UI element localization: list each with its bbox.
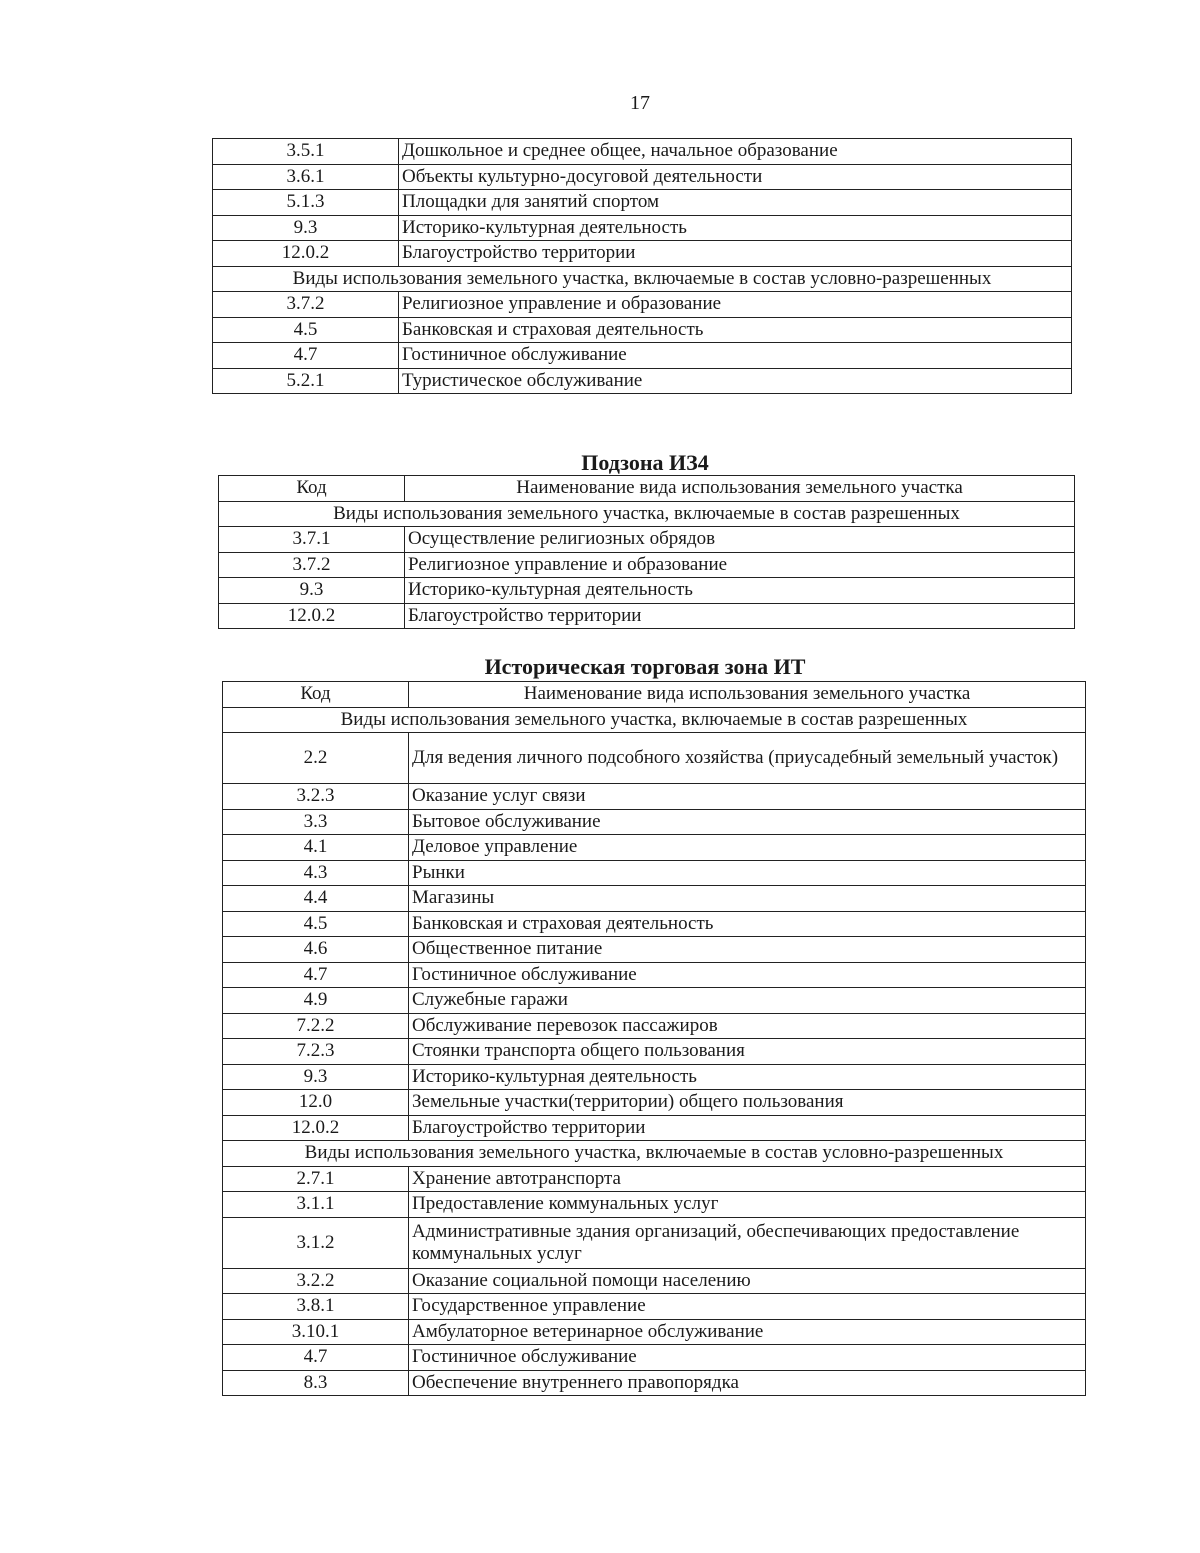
use-name: Служебные гаражи (409, 988, 1086, 1014)
use-name: Бытовое обслуживание (409, 809, 1086, 835)
table-row (213, 164, 1072, 190)
use-name: Государственное управление (409, 1294, 1086, 1320)
use-code: 9.3 (223, 1064, 409, 1090)
table-row (213, 139, 1072, 165)
subzone-iz4-title: Подзона ИЗ4 (581, 450, 709, 475)
use-code: 12.0 (223, 1090, 409, 1116)
use-code: 3.8.1 (223, 1294, 409, 1320)
use-name: Религиозное управление и образование (405, 552, 1075, 578)
page-number: 17 (630, 92, 650, 114)
table-row (223, 911, 1086, 937)
use-code: 12.0.2 (219, 603, 405, 629)
use-code: 9.3 (213, 215, 399, 241)
table-row (223, 784, 1086, 810)
use-code: 3.7.2 (213, 292, 399, 318)
use-code: 7.2.2 (223, 1013, 409, 1039)
use-name: Магазины (409, 886, 1086, 912)
use-name: Обслуживание перевозок пассажиров (409, 1013, 1086, 1039)
subzone-iz4-table (218, 475, 1075, 629)
use-code: 3.5.1 (213, 139, 399, 165)
section-row (219, 501, 1075, 527)
use-code: 4.1 (223, 835, 409, 861)
table-row (223, 962, 1086, 988)
use-code: 4.5 (223, 911, 409, 937)
use-code: 5.1.3 (213, 190, 399, 216)
section-label: Виды использования земельного участка, включаемые в состав разрешенных (219, 501, 1075, 527)
use-name: Благоустройство территории (399, 241, 1072, 267)
use-code: 3.6.1 (213, 164, 399, 190)
use-name: Площадки для занятий спортом (399, 190, 1072, 216)
table-row (223, 733, 1086, 784)
table-row (223, 1090, 1086, 1116)
table-row (223, 1370, 1086, 1396)
table-header-row (223, 682, 1086, 708)
section-label: Виды использования земельного участка, включаемые в состав условно-разрешенных (213, 266, 1072, 292)
use-code: 2.2 (223, 733, 409, 784)
use-code: 4.9 (223, 988, 409, 1014)
use-name: Историко-культурная деятельность (405, 578, 1075, 604)
use-code: 4.7 (213, 343, 399, 369)
use-code: 3.7.2 (219, 552, 405, 578)
use-code: 2.7.1 (223, 1166, 409, 1192)
use-name: Дошкольное и среднее общее, начальное образование (399, 139, 1072, 165)
use-name: Банковская и страховая деятельность (399, 317, 1072, 343)
table-row (223, 1192, 1086, 1218)
use-code: 4.3 (223, 860, 409, 886)
table-row (223, 937, 1086, 963)
table-row (223, 886, 1086, 912)
table-row (223, 1345, 1086, 1371)
use-name: Административные здания организаций, обеспечивающих предоставление коммунальных услуг (409, 1217, 1086, 1268)
use-code: 3.7.1 (219, 527, 405, 553)
table-row (223, 1013, 1086, 1039)
header-name: Наименование вида использования земельного участка (409, 682, 1086, 708)
table-row (223, 809, 1086, 835)
header-code: Код (223, 682, 409, 708)
table-row (223, 1294, 1086, 1320)
table-row (223, 1064, 1086, 1090)
use-name: Деловое управление (409, 835, 1086, 861)
use-name: Гостиничное обслуживание (399, 343, 1072, 369)
table-row (223, 1319, 1086, 1345)
table-row (223, 835, 1086, 861)
use-code: 3.2.2 (223, 1268, 409, 1294)
table-row (223, 1166, 1086, 1192)
use-code: 4.6 (223, 937, 409, 963)
table-row (219, 552, 1075, 578)
historic-trade-zone-table (222, 681, 1086, 1396)
table-row (223, 1217, 1086, 1268)
use-code: 9.3 (219, 578, 405, 604)
table-row (223, 1268, 1086, 1294)
table-row (213, 317, 1072, 343)
use-code: 3.1.1 (223, 1192, 409, 1218)
table-row (223, 1115, 1086, 1141)
section-row (223, 707, 1086, 733)
use-code: 3.2.3 (223, 784, 409, 810)
use-code: 3.1.2 (223, 1217, 409, 1268)
use-code: 3.10.1 (223, 1319, 409, 1345)
table-row (213, 190, 1072, 216)
use-code: 8.3 (223, 1370, 409, 1396)
use-name: Благоустройство территории (409, 1115, 1086, 1141)
table-header-row (219, 476, 1075, 502)
use-code: 7.2.3 (223, 1039, 409, 1065)
section-label: Виды использования земельного участка, включаемые в состав условно-разрешенных (223, 1141, 1086, 1167)
use-name: Историко-культурная деятельность (409, 1064, 1086, 1090)
header-code: Код (219, 476, 405, 502)
use-name: Предоставление коммунальных услуг (409, 1192, 1086, 1218)
land-use-table-continued (212, 138, 1072, 394)
table-row (213, 343, 1072, 369)
header-name: Наименование вида использования земельного участка (405, 476, 1075, 502)
use-name: Для ведения личного подсобного хозяйства (приусадебный земельный участок) (409, 733, 1086, 784)
use-code: 12.0.2 (213, 241, 399, 267)
use-code: 3.3 (223, 809, 409, 835)
table-row (213, 215, 1072, 241)
use-name: Осуществление религиозных обрядов (405, 527, 1075, 553)
use-name: Туристическое обслуживание (399, 368, 1072, 394)
table-row (213, 241, 1072, 267)
use-name: Гостиничное обслуживание (409, 962, 1086, 988)
use-name: Земельные участки(территории) общего пользования (409, 1090, 1086, 1116)
use-name: Обеспечение внутреннего правопорядка (409, 1370, 1086, 1396)
use-name: Банковская и страховая деятельность (409, 911, 1086, 937)
use-code: 4.4 (223, 886, 409, 912)
section-label: Виды использования земельного участка, включаемые в состав разрешенных (223, 707, 1086, 733)
use-code: 12.0.2 (223, 1115, 409, 1141)
use-code: 4.7 (223, 1345, 409, 1371)
use-code: 4.7 (223, 962, 409, 988)
use-name: Хранение автотранспорта (409, 1166, 1086, 1192)
table-row (213, 368, 1072, 394)
historic-trade-zone-title: Историческая торговая зона ИТ (484, 654, 806, 679)
use-name: Оказание социальной помощи населению (409, 1268, 1086, 1294)
section-row (213, 266, 1072, 292)
table-row (219, 603, 1075, 629)
use-name: Общественное питание (409, 937, 1086, 963)
table-row (223, 988, 1086, 1014)
use-code: 4.5 (213, 317, 399, 343)
use-name: Религиозное управление и образование (399, 292, 1072, 318)
use-name: Объекты культурно-досуговой деятельности (399, 164, 1072, 190)
table-row (219, 578, 1075, 604)
use-name: Оказание услуг связи (409, 784, 1086, 810)
table-row (223, 860, 1086, 886)
use-name: Гостиничное обслуживание (409, 1345, 1086, 1371)
use-name: Рынки (409, 860, 1086, 886)
use-name: Благоустройство территории (405, 603, 1075, 629)
use-name: Историко-культурная деятельность (399, 215, 1072, 241)
section-row (223, 1141, 1086, 1167)
table-row (213, 292, 1072, 318)
use-name: Амбулаторное ветеринарное обслуживание (409, 1319, 1086, 1345)
use-name: Стоянки транспорта общего пользования (409, 1039, 1086, 1065)
use-code: 5.2.1 (213, 368, 399, 394)
table-row (223, 1039, 1086, 1065)
table-row (219, 527, 1075, 553)
